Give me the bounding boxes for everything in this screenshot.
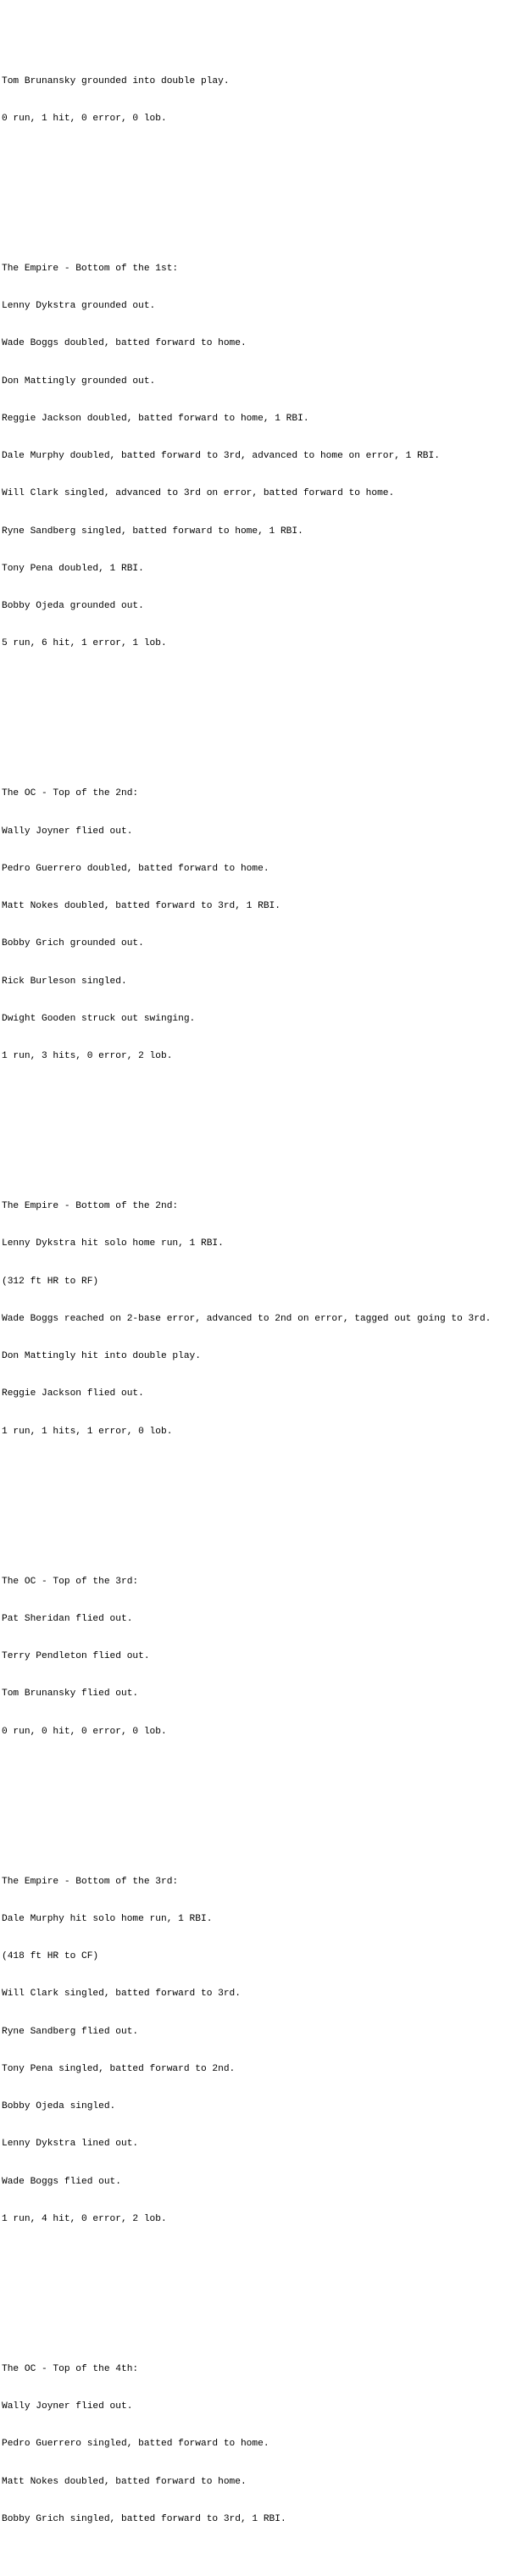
play-line: Matt Nokes doubled, batted forward to home. xyxy=(2,2476,247,2487)
inning-section xyxy=(2,50,511,150)
section-spacer xyxy=(2,2276,511,2289)
play-line: Pedro Guerrero doubled, batted forward to home. xyxy=(2,863,269,874)
play-line: Wade Boggs reached on 2-base error, advanced to 2nd on error, tagged out going to 3rd. xyxy=(2,1313,492,1324)
inning-section xyxy=(2,1550,511,1763)
play-line: Tony Pena doubled, 1 RBI. xyxy=(2,563,144,574)
inning-summary: 1 run, 1 hits, 1 error, 0 lob. xyxy=(2,1426,173,1437)
play-line: Ryne Sandberg flied out. xyxy=(2,2026,139,2037)
play-line: Matt Nokes doubled, batted forward to 3rd, 1 RBI. xyxy=(2,901,280,911)
home-run-distance: (312 ft HR to RF) xyxy=(2,1276,99,1287)
home-run-distance: (418 ft HR to CF) xyxy=(2,1951,99,1961)
play-line: Tony Pena singled, batted forward to 2nd. xyxy=(2,2063,236,2074)
play-line: Tom Brunansky grounded into double play. xyxy=(2,75,230,86)
play-line: Bobby Grich grounded out. xyxy=(2,938,144,949)
play-line: Dale Murphy hit solo home run, 1 RBI. xyxy=(2,1913,213,1924)
inning-header: The OC - Top of the 2nd: xyxy=(2,788,139,799)
inning-section xyxy=(2,2338,511,2551)
play-line: Terry Pendleton flied out. xyxy=(2,1651,150,1661)
inning-header: The Empire - Bottom of the 2nd: xyxy=(2,1201,179,1211)
play-line: Pat Sheridan flied out. xyxy=(2,1613,133,1624)
inning-summary: 0 run, 1 hit, 0 error, 0 lob. xyxy=(2,113,167,124)
inning-section xyxy=(2,1176,511,1463)
inning-summary: 1 run, 3 hits, 0 error, 2 lob. xyxy=(2,1051,173,1061)
play-line: Will Clark singled, advanced to 3rd on error, batted forward to home. xyxy=(2,488,395,499)
inning-header: The OC - Top of the 3rd: xyxy=(2,1576,139,1587)
section-spacer xyxy=(2,1788,511,1800)
inning-section xyxy=(2,1850,511,2251)
play-line: Pedro Guerrero singled, batted forward to home. xyxy=(2,2439,269,2450)
play-line: Lenny Dykstra grounded out. xyxy=(2,301,156,311)
inning-header: The Empire - Bottom of the 1st: xyxy=(2,263,179,274)
play-line: Don Mattingly grounded out. xyxy=(2,376,156,387)
section-spacer xyxy=(2,1488,511,1500)
inning-section xyxy=(2,237,511,675)
section-spacer xyxy=(2,175,511,188)
play-line: Dale Murphy doubled, batted forward to 3rd, advanced to home on error, 1 RBI. xyxy=(2,451,440,461)
play-line: Reggie Jackson doubled, batted forward to home, 1 RBI. xyxy=(2,413,309,424)
play-line: Don Mattingly hit into double play. xyxy=(2,1351,201,1361)
play-line: Bobby Grich singled, batted forward to 3rd, 1 RBI. xyxy=(2,2513,286,2524)
play-line: Bobby Ojeda singled. xyxy=(2,2101,116,2111)
play-line: Lenny Dykstra lined out. xyxy=(2,2139,139,2150)
inning-summary: 5 run, 6 hit, 1 error, 1 lob. xyxy=(2,638,167,649)
play-line: Tom Brunansky flied out. xyxy=(2,1689,139,1700)
play-line: Wally Joyner flied out. xyxy=(2,2401,133,2412)
play-line: Reggie Jackson flied out. xyxy=(2,1388,144,1399)
play-line: Lenny Dykstra hit solo home run, 1 RBI. xyxy=(2,1238,224,1249)
section-spacer xyxy=(2,1113,511,1126)
play-line: Ryne Sandberg singled, batted forward to home, 1 RBI. xyxy=(2,526,303,537)
inning-header: The Empire - Bottom of the 3rd: xyxy=(2,1876,179,1887)
play-line: Wade Boggs doubled, batted forward to home. xyxy=(2,338,247,349)
play-line: Will Clark singled, batted forward to 3rd. xyxy=(2,1989,241,2000)
inning-header: The OC - Top of the 4th: xyxy=(2,2363,139,2374)
play-line: Rick Burleson singled. xyxy=(2,976,127,987)
play-line: Wade Boggs flied out. xyxy=(2,2176,121,2187)
inning-summary: 1 run, 4 hit, 0 error, 2 lob. xyxy=(2,2213,167,2224)
inning-section xyxy=(2,763,511,1088)
play-line: Dwight Gooden struck out swinging. xyxy=(2,1013,196,1024)
inning-summary: 0 run, 0 hit, 0 error, 0 lob. xyxy=(2,1726,167,1737)
play-line: Bobby Ojeda grounded out. xyxy=(2,601,144,611)
play-line: Wally Joyner flied out. xyxy=(2,826,133,837)
section-spacer xyxy=(2,700,511,713)
